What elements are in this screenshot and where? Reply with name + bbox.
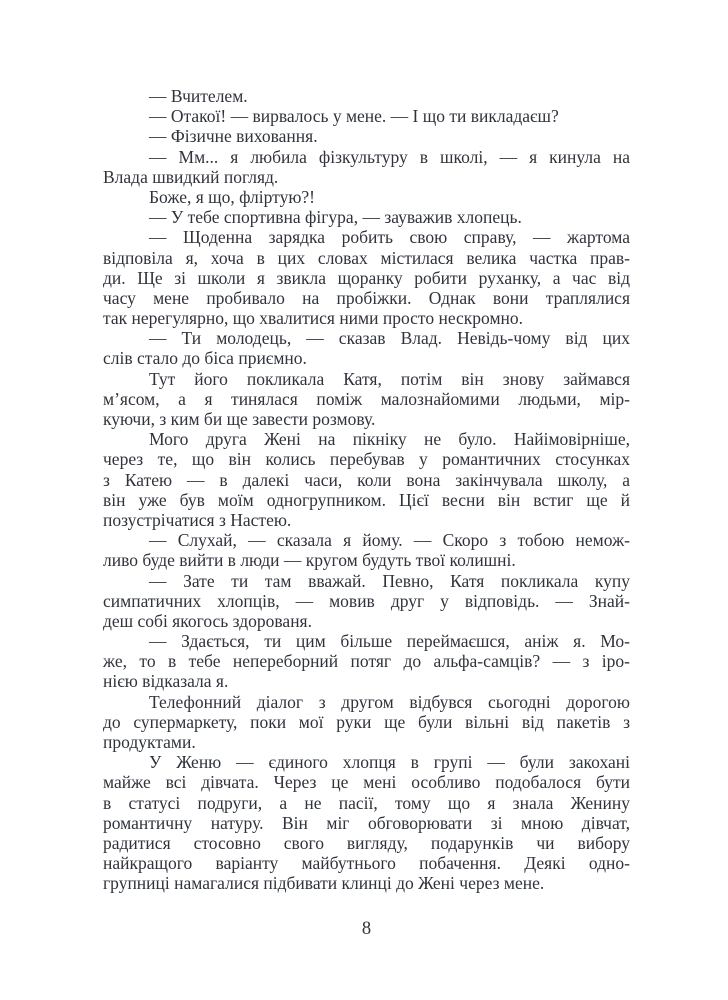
text-line: ливо буде вийти в люди — кругом будуть твої колишні.: [103, 550, 516, 571]
paragraph: [103, 86, 630, 106]
page-number: 8: [361, 919, 372, 939]
paragraph: [103, 692, 630, 753]
paragraph: [103, 106, 630, 126]
text-line: майже всі дівчата. Через це мені особливо подобалося бути: [103, 772, 630, 793]
page-text: [103, 86, 630, 894]
text-line: часу мене пробивало на пробіжки. Однак вони траплялися: [103, 287, 630, 308]
text-line: — Мм... я любила фізкультуру в школі, — я кинула на: [149, 146, 630, 167]
text-line: — Слухай, — сказала я йому. — Скоро з тобою немож-: [149, 530, 630, 551]
text-line: — Зате ти там вважай. Певно, Катя покликала купу: [149, 570, 630, 591]
paragraph: [103, 429, 630, 530]
text-line: — Вчителем.: [149, 86, 248, 106]
text-line: позустрічатися з Настею.: [103, 509, 292, 530]
text-line: ди. Ще зі школи я звикла щоранку робити руханку, а час від: [103, 267, 630, 288]
text-line: — Ти молодець, — сказав Влад. Невідь-чому від цих: [149, 328, 630, 349]
paragraph: [103, 126, 630, 146]
text-line: м’ясом, а я тинялася поміж малознайомими людьми, мір-: [103, 388, 630, 409]
paragraph: [103, 530, 630, 570]
text-line: — У тебе спортивна фігура, — зауважив хлопець.: [149, 207, 522, 228]
text-line: симпатичних хлопців, — мовив друг у відповідь. — Знай-: [103, 590, 630, 611]
text-line: відповіла я, хоча в цих словах містилася велика частка прав-: [103, 247, 630, 268]
paragraph: [103, 147, 630, 187]
text-line: радитися стосовно свого вигляду, подарунків чи вибору: [103, 832, 630, 853]
paragraph: [103, 631, 630, 692]
text-line: найкращого варіанту майбутнього побачення. Деякі одно-: [103, 853, 630, 874]
text-line: продуктами.: [103, 732, 196, 752]
paragraph: [103, 328, 630, 368]
text-line: Тут його покликала Катя, потім він знову займався: [149, 368, 630, 389]
text-line: групниці намагалися підбивати клинці до Жені через мене.: [103, 873, 545, 894]
paragraph: [103, 752, 630, 893]
paragraph: [103, 207, 630, 227]
text-line: — Здається, ти цим більше переймаєшся, аніж я. Мо-: [149, 631, 630, 652]
text-line: деш собі якогось здорованя.: [103, 610, 312, 631]
text-line: до супермаркету, поки мої руки ще були вільні від пакетів з: [103, 711, 630, 732]
text-line: — Щоденна зарядка робить свою справу, — жартома: [149, 227, 630, 248]
text-line: з Катею — в далекі часи, коли вона закінчувала школу, а: [103, 469, 630, 490]
text-line: же, то в тебе непереборний потяг до альфа-самців? — з іро-: [103, 651, 630, 672]
text-line: він уже був моїм одногрупником. Цієї весни він встиг ще й: [103, 489, 630, 510]
text-line: — Фізичне виховання.: [149, 126, 318, 147]
text-line: — Отакої! — вирвалось у мене. — І що ти викладаєш?: [149, 106, 559, 127]
paragraph: [103, 571, 630, 632]
text-line: Влада швидкий погляд.: [103, 166, 279, 187]
text-line: так нерегулярно, що хвалитися ними просто нескромно.: [103, 308, 524, 329]
text-line: через те, що він колись перебував у романтичних стосунках: [103, 449, 630, 470]
text-line: слів стало до біса приємно.: [103, 348, 307, 369]
text-line: Телефонний діалог з другом відбувся сьогодні дорогою: [149, 691, 630, 712]
text-line: нією відказала я.: [103, 671, 229, 692]
text-line: Мого друга Жені на пікніку не було. Найімовірніше,: [149, 429, 630, 450]
text-line: У Женю — єдиного хлопця в групі — були закохані: [149, 752, 630, 773]
paragraph: [103, 227, 630, 328]
text-line: Боже, я що, фліртую?!: [149, 186, 315, 207]
paragraph: [103, 369, 630, 430]
text-line: романтичну натуру. Він міг обговорювати зі мною дівчат,: [103, 812, 630, 833]
paragraph: [103, 187, 630, 207]
text-line: куючи, з ким би ще завести розмову.: [103, 409, 376, 429]
text-line: в статусі подруги, а не пасії, тому що я знала Женину: [103, 792, 630, 813]
